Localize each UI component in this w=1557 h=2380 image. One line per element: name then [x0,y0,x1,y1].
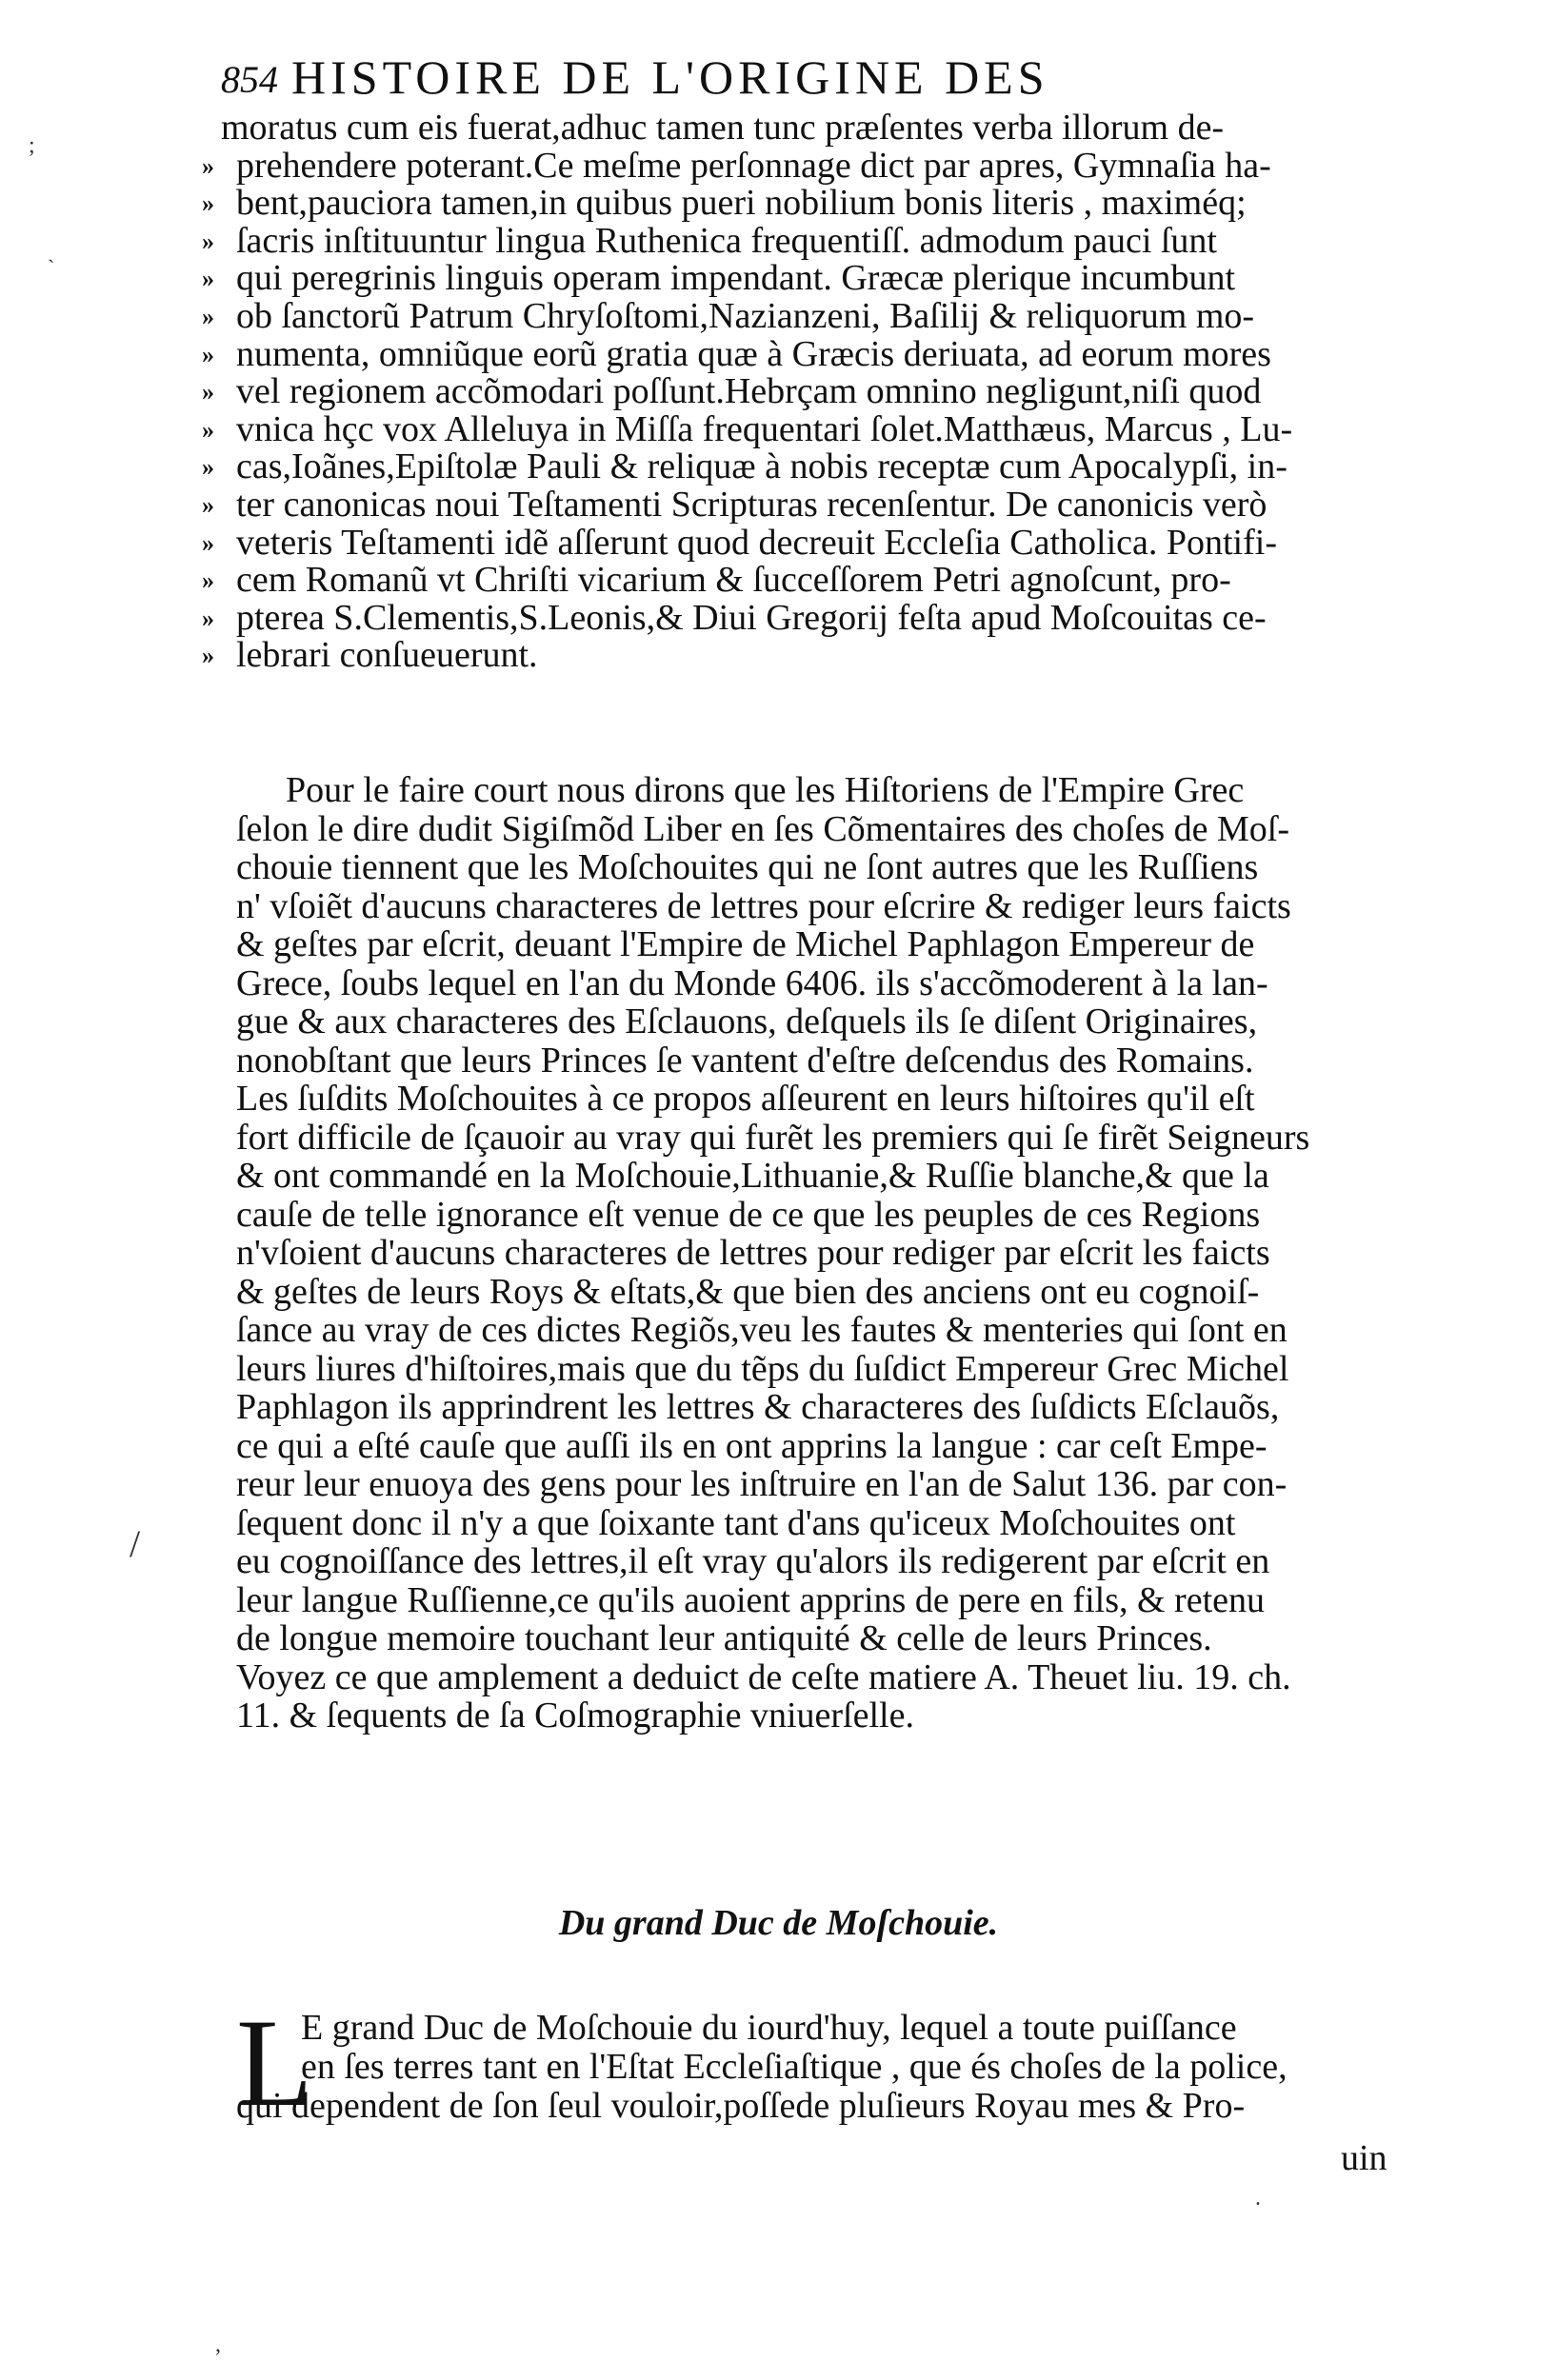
paragraph-line: chouie tiennent que les Moſchouites qui ne ſont autres que les Ruſſiens [236,847,1259,887]
chapter-opening-paragraph [236,1993,1427,2132]
paragraph-line: fort difficile de ſçauoir au vray qui furẽt les premiers qui ſe firẽt Seigneurs [236,1117,1310,1158]
quotation-mark: » [202,415,214,444]
quotation-mark: » [202,227,214,255]
paragraph-line: eu cognoiſſance des lettres,il eſt vray qu'alors ils redigerent par eſcrit en [236,1541,1270,1581]
quotation-mark: » [202,453,214,482]
page-number: 854 [221,58,278,101]
quote-line-text: ter canonicas noui Teſtamenti Scripturas recenſentur. De canonicis verò [236,484,1268,525]
quote-line [202,446,1459,487]
quotation-mark: » [202,642,214,670]
quotation-mark: » [202,302,214,330]
margin-mark: . [1255,2186,1261,2211]
quote-line [202,183,1459,224]
paragraph-line: 11. & ſequents de ſa Coſmographie vniuerſelle. [236,1696,914,1735]
margin-mark: , [215,2332,221,2357]
quotation-mark: » [202,566,214,595]
quote-line-text: cas,Ioãnes,Epiſtolæ Pauli & reliquæ à nobis receptæ cum Apocalypſi, in- [236,446,1288,487]
paragraph-line: en ſes terres tant en l'Eſtat Eccleſiaſtique , que és choſes de la police, [301,2047,1288,2087]
quote-line [202,522,1459,563]
quotation-mark: » [202,528,214,557]
page-header [221,46,1364,112]
paragraph-line: ſelon le dire dudit Sigiſmõd Liber en ſes Cõmentaires des choſes de Moſ- [236,808,1289,849]
quote-line [202,560,1459,601]
paragraph-line: cauſe de telle ignorance eſt venue de ce que les peuples de ces Regions [236,1194,1261,1235]
margin-mark: ` [48,255,55,279]
drop-cap: L [236,1993,313,2132]
quotation-mark: » [202,490,214,519]
quote-line-text: cem Romanũ vt Chriſti vicarium & ſucceſſorem Petri agnoſcunt, pro- [236,560,1231,601]
quote-line [202,333,1459,374]
quote-line-text: prehendere poterant.Ce meſme perſonnage dict par apres, Gymnaſia ha- [236,145,1271,186]
quotation-mark: » [202,604,214,632]
paragraph-line: Voyez ce que amplement a deduict de ceſte matiere A. Theuet liu. 19. ch. [236,1656,1291,1697]
catchword: uin [1341,2138,1387,2178]
quote-line [202,371,1459,412]
paragraph-line: Pour le faire court nous dirons que les Hiſtoriens de l'Empire Grec [286,770,1245,810]
quote-line-text: ſacris inſtituuntur lingua Ruthenica frequentiſſ. admodum pauci ſunt [236,220,1217,261]
paragraph-line: n'vſoient d'aucuns characteres de lettres pour rediger par eſcrit les faicts [236,1233,1270,1273]
quote-line [202,220,1459,261]
quote-line [202,597,1459,638]
paragraph-line: Paphlagon ils apprindrent les lettres & characteres des ſuſdicts Eſclauõs, [236,1387,1280,1427]
quote-line-text: vnica hçc vox Alleluya in Miſſa frequentari ſolet.Matthæus, Marcus , Lu- [236,408,1293,449]
paragraph-line: ce qui a eſté cauſe que auſſi ils en ont apprins la langue : car ceſt Empe- [236,1425,1268,1466]
paragraph-line: de longue memoire touchant leur antiquité & celle de leurs Princes. [236,1618,1212,1658]
quote-line [202,145,1459,186]
paragraph-line: qui dependent de ſon ſeul vouloir,poſſede pluſieurs Royau mes & Pro- [236,2086,1246,2126]
body-paragraph [236,771,1427,1735]
quote-line-text: pterea S.Clementis,S.Leonis,& Diui Gregorij feſta apud Moſcouitas ce- [236,597,1267,638]
quote-line-text: moratus cum eis fuerat,adhuc tamen tunc præſentes verba illorum de- [221,108,1225,148]
quote-line [221,109,1459,148]
quote-line [202,258,1459,299]
paragraph-line: n' vſoiẽt d'aucuns characteres de lettres pour eſcrire & rediger leurs faicts [236,885,1291,926]
quote-line [202,295,1459,336]
margin-mark: ; [29,133,35,158]
running-title: HISTOIRE DE L'ORIGINE DES [291,50,1049,104]
quote-line-text: ob ſanctorũ Patrum Chryſoſtomi,Nazianzeni, Baſilij & reliquorum mo- [236,295,1255,336]
paragraph-line: & geſtes de leurs Roys & eſtats,& que bien des anciens ont eu cognoiſ- [236,1271,1260,1312]
quotation-mark: » [202,378,214,407]
quote-line-text: qui peregrinis linguis operam impendant. Græcæ plerique incumbunt [236,258,1236,299]
paragraph-line: E grand Duc de Moſchouie du iourd'huy, lequel a toute puiſſance [301,2008,1237,2048]
quotation-mark: » [202,340,214,368]
section-heading: Du grand Duc de Moſchouie. [558,1903,999,1943]
paragraph-line: nonobſtant que leurs Princes ſe vantent d'eſtre deſcendus des Romains. [236,1040,1254,1081]
paragraph-line: leur langue Ruſſienne,ce qu'ils auoient apprins de pere en fils, & retenu [236,1579,1265,1620]
quote-line-text: numenta, omniũque eorũ gratia quæ à Græcis deriuata, ad eorum mores [236,333,1271,374]
paragraph-line: & ont commandé en la Moſchouie,Lithuanie,& Ruſſie blanche,& que la [236,1156,1269,1196]
quotation-mark: » [202,265,214,293]
latin-quotation [202,108,1459,676]
quote-line-text: bent,pauciora tamen,in quibus pueri nobilium bonis literis , maximéq; [236,183,1247,224]
paragraph-line: leurs liures d'hiſtoires,mais que du tẽps du ſuſdict Empereur Grec Michel [236,1348,1289,1389]
quote-line-text: vel regionem accõmodari poſſunt.Hebrçam omnino negligunt,niſi quod [236,371,1262,412]
quote-line [202,484,1459,525]
paragraph-line: reur leur enuoya des gens pour les inſtruire en l'an de Salut 136. par con- [236,1464,1288,1504]
paragraph-line: ſequent donc il n'y a que ſoixante tant d'ans qu'iceux Moſchouites ont [236,1502,1236,1543]
paragraph-line: Grece, ſoubs lequel en l'an du Monde 6406. ils s'accõmoderent à la lan- [236,962,1268,1003]
quote-line-text: lebrari conſueuerunt. [236,635,538,676]
paragraph-line: Les ſuſdits Moſchouites à ce propos aſſeurent en leurs hiſtoires qu'il eſt [236,1079,1255,1119]
quote-line [202,635,1459,676]
paragraph-line: gue & aux characteres des Eſclauons, deſquels ils ſe diſent Originaires, [236,1002,1258,1041]
quote-line [202,408,1459,449]
quotation-mark: » [202,189,214,218]
paragraph-line: & geſtes par eſcrit, deuant l'Empire de Michel Paphlagon Empereur de [236,924,1255,964]
quotation-mark: » [202,151,214,180]
paragraph-line: ſance au vray de ces dictes Regiõs,veu les fautes & menteries qui ſont en [236,1310,1288,1350]
quote-line-text: veteris Teſtamenti idẽ aſſerunt quod decreuit Eccleſia Catholica. Pontifi- [236,522,1277,563]
margin-mark: / [130,1522,141,1565]
